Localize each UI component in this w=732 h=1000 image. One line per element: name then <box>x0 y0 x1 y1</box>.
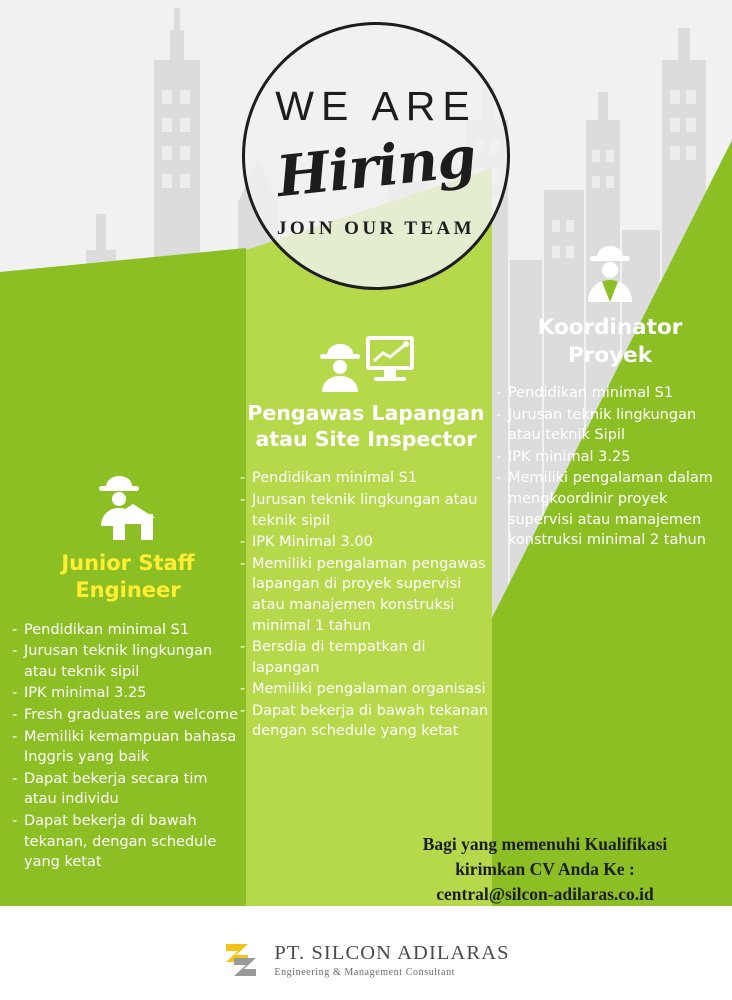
list-item: - Jurusan teknik lingkungan atau teknik sipil <box>12 643 213 680</box>
list-item: - Memiliki pengalaman dalam mengkoordinir proyek supervisi atau manajemen konstruksi minimal 2 tahun <box>496 470 713 549</box>
contact-block <box>380 832 710 907</box>
list-item: - Memiliki pengalaman pengawas lapangan di proyek supervisi atau manajemen konstruksi minimal 1 tahun <box>240 555 486 634</box>
helmet-monitor-chart-icon <box>240 330 492 392</box>
contact-email[interactable]: central@silcon-adilaras.co.id <box>436 883 654 904</box>
list-item: - Dapat bekerja di bawah tekanan dengan schedule yang ketat <box>240 702 489 740</box>
list-item: - Pendidikan minimal S1 <box>496 385 674 402</box>
list-item: - Memiliki kemampuan bahasa Inggris yang baik <box>12 728 237 766</box>
list-item: - IPK minimal 3.25 <box>496 448 631 465</box>
silcon-s-logo-icon <box>222 938 262 982</box>
contact-line-2: kirimkan CV Anda Ke : <box>455 858 635 879</box>
worker-helmet-person-icon <box>496 240 724 306</box>
list-item: - Bersdia di tempatkan di lapangan <box>240 639 426 676</box>
footer-brand <box>0 938 732 982</box>
list-item: - Pendidikan minimal S1 <box>12 621 190 638</box>
list-item: - Jurusan teknik lingkungan atau teknik Sipil <box>496 406 697 444</box>
list-item: - Dapat bekerja di bawah tekanan, dengan schedule yang ketat <box>12 812 217 871</box>
list-item: - Fresh graduates are welcome <box>12 707 239 724</box>
requirements-list-junior-staff-engineer <box>12 620 244 873</box>
hiring-text: Hiring <box>273 123 479 211</box>
company-tagline: Engineering & Management Consultant <box>274 967 456 978</box>
we-are-text: WE ARE <box>275 83 477 129</box>
list-item: - Dapat bekerja secara tim atau individu <box>12 770 208 808</box>
list-item: - Jurusan teknik lingkungan atau teknik sipil <box>240 492 478 529</box>
company-name: PT. SILCON ADILARAS <box>274 942 510 964</box>
job-column-junior-staff-engineer <box>12 470 244 874</box>
job-title-pengawas-lapangan: Pengawas Lapangan atau Site Inspector <box>247 401 485 452</box>
requirements-list-koordinator-proyek <box>496 383 724 551</box>
we-are-hiring-badge <box>242 22 510 290</box>
contact-line-1: Bagi yang memenuhi Kualifikasi <box>422 834 668 854</box>
job-title-junior-staff-engineer: Junior Staff Engineer <box>61 551 195 602</box>
list-item: - Memiliki pengalaman organisasi <box>240 681 486 698</box>
job-title-koordinator-proyek: Koordinator Proyek <box>537 315 683 368</box>
list-item: - Pendidikan minimal S1 <box>240 470 418 487</box>
list-item: - IPK Minimal 3.00 <box>240 534 373 551</box>
job-column-koordinator-proyek <box>496 240 724 552</box>
engineer-helmet-house-icon <box>12 470 244 542</box>
requirements-list-pengawas-lapangan <box>240 468 492 742</box>
job-column-pengawas-lapangan <box>240 330 492 743</box>
join-our-team-text: JOIN OUR TEAM <box>277 218 475 239</box>
list-item: - IPK minimal 3.25 <box>12 685 147 702</box>
